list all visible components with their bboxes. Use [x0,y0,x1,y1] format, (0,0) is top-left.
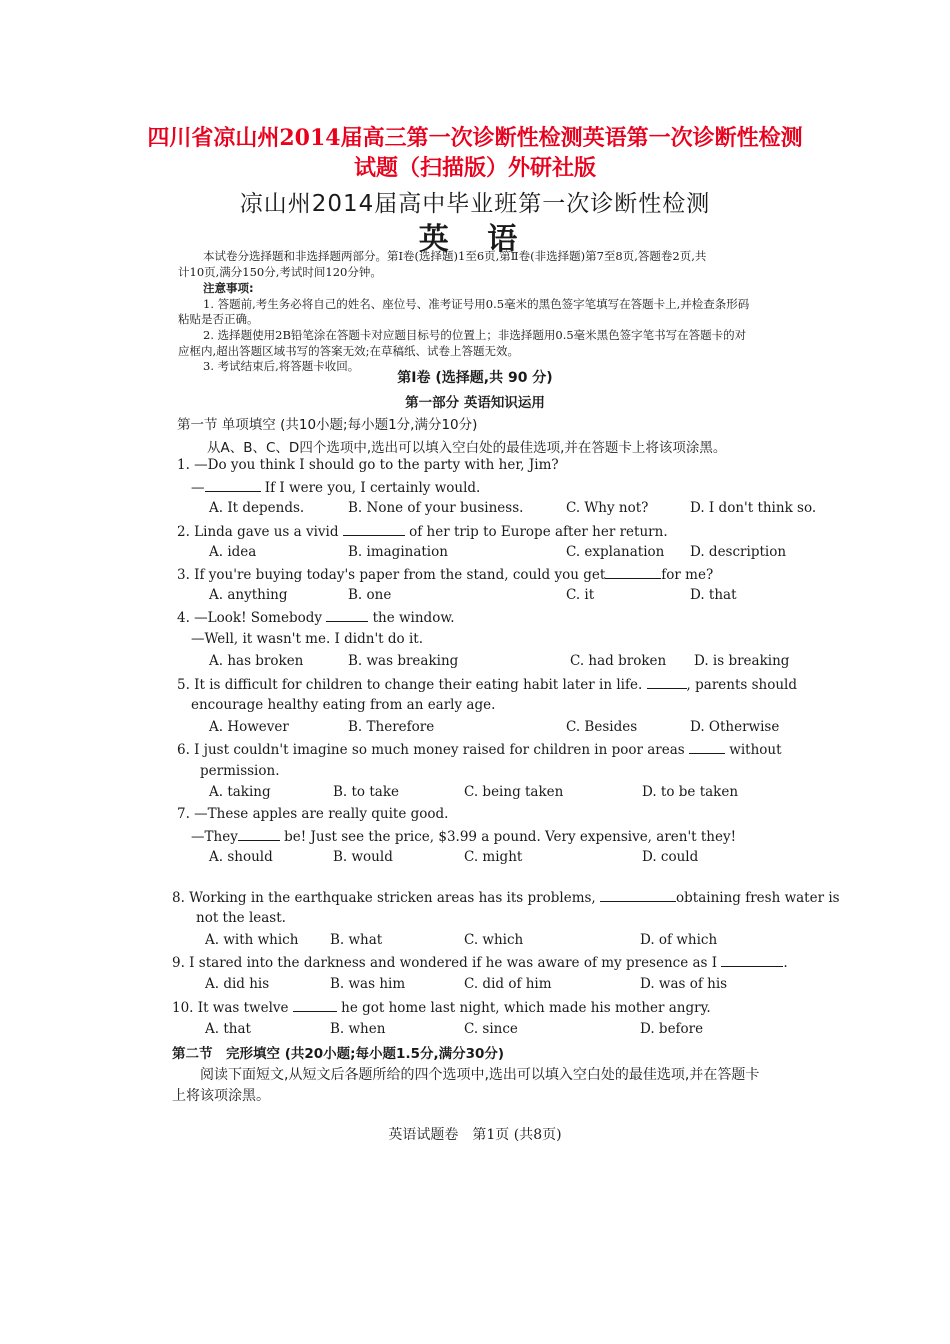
document-title-line-2: 试题（扫描版）外研社版 [353,155,596,181]
section-2-instruction-line-2: 上将该项涂黑。 [172,1088,270,1104]
answer-blank [205,479,261,492]
option-b: B. one [348,587,392,603]
option-d: D. to be taken [642,784,739,800]
option-a: A. that [205,1021,251,1037]
question-1-reply: — If I were you, I certainly would. [191,480,481,496]
document-title-line-1: 四川省凉山州2014届高三第一次诊断性检测英语第一次诊断性检测 [147,125,803,151]
answer-blank [721,954,783,967]
option-a: A. with which [205,932,299,948]
option-d: D. I don't think so. [690,500,817,516]
option-d: D. of which [640,932,718,948]
option-b: B. was breaking [348,653,459,669]
volume-1-heading: 第Ⅰ卷 (选择题,共 90 分) [397,370,553,386]
answer-blank [605,566,661,579]
option-a: A. It depends. [209,500,305,516]
notice-3: 3. 考试结束后,将答题卡收回。 [203,359,360,373]
subject-title: 英 语 [418,222,532,257]
question-7-stem: 7. —These apples are really quite good. [177,806,449,822]
page-footer: 英语试题卷 第1页 (共8页) [388,1127,562,1143]
option-d: D. could [642,849,699,865]
option-b: B. to take [333,784,399,800]
question-1-stem: 1. —Do you think I should go to the party with her, Jim? [177,457,559,473]
part-1-heading: 第一部分 英语知识运用 [405,395,545,411]
notice-2-line-1: 2. 选择题使用2B铅笔涂在答题卡对应题目标号的位置上；非选择题用0.5毫米黑色签字笔书写在答题卡的对 [203,328,747,342]
option-b: B. what [330,932,383,948]
notice-1-line-1: 1. 答题前,考生务必将自己的姓名、座位号、准考证号用0.5毫米的黑色签字笔填写在答题卡上,并检查条形码 [203,297,750,311]
answer-blank [689,741,725,754]
notice-1-line-2: 粘贴是否正确。 [178,312,259,326]
option-c: C. which [464,932,524,948]
option-b: B. None of your business. [348,500,524,516]
question-6-stem-cont: permission. [200,763,280,779]
intro-line-2: 计10页,满分150分,考试时间120分钟。 [178,265,382,279]
section-1-title: 第一节 单项填空 (共10小题;每小题1分,满分10分) [177,417,478,433]
option-c: C. had broken [570,653,667,669]
option-a: A. idea [209,544,257,560]
section-1-instruction: 从A、B、C、D四个选项中,选出可以填入空白处的最佳选项,并在答题卡上将该项涂黑。 [207,440,727,456]
option-c: C. Why not? [566,500,649,516]
answer-blank [238,828,280,841]
question-5-stem-cont: encourage healthy eating from an early age. [191,697,496,713]
answer-blank [326,609,368,622]
option-a: A. has broken [209,653,304,669]
option-d: D. description [690,544,787,560]
option-c: C. it [566,587,595,603]
option-b: B. imagination [348,544,448,560]
intro-line-1: 本试卷分选择题和非选择题两部分。第Ⅰ卷(选择题)1至6页,第Ⅱ卷(非选择题)第7至8页,答题卷2页,共 [203,249,707,263]
option-c: C. since [464,1021,518,1037]
notice-2-line-2: 应框内,超出答题区域书写的答案无效;在草稿纸、试卷上答题无效。 [178,344,520,358]
section-2-title: 第二节 完形填空 (共20小题;每小题1.5分,满分30分) [172,1046,505,1062]
option-b: B. Therefore [348,719,435,735]
option-c: C. Besides [566,719,638,735]
option-d: D. Otherwise [690,719,780,735]
option-d: D. before [640,1021,704,1037]
answer-blank [647,676,687,689]
question-10-stem: 10. It was twelve he got home last night, which made his mother angry. [172,1000,711,1016]
option-c: C. might [464,849,523,865]
question-2-stem: 2. Linda gave us a vivid of her trip to Europe after her return. [177,524,668,540]
option-b: B. was him [330,976,406,992]
question-4-reply: —Well, it wasn't me. I didn't do it. [191,631,423,647]
question-3-stem: 3. If you're buying today's paper from the stand, could you get for me? [177,567,714,583]
option-d: D. is breaking [694,653,790,669]
option-a: A. should [209,849,273,865]
option-c: C. explanation [566,544,665,560]
option-a: A. taking [209,784,271,800]
question-7-reply: —They be! Just see the price, $3.99 a pound. Very expensive, aren't they! [191,829,737,845]
option-a: A. anything [209,587,288,603]
option-b: B. when [330,1021,386,1037]
question-8-stem: 8. Working in the earthquake stricken areas has its problems, obtaining fresh water is [172,890,840,906]
option-b: B. would [333,849,393,865]
section-2-instruction-line-1: 阅读下面短文,从短文后各题所给的四个选项中,选出可以填入空白处的最佳选项,并在答题卡 [200,1067,760,1083]
question-8-stem-cont: not the least. [196,910,286,926]
option-d: D. was of his [640,976,728,992]
question-4-stem: 4. —Look! Somebody the window. [177,610,455,626]
answer-blank [343,523,405,536]
question-9-stem: 9. I stared into the darkness and wondered if he was aware of my presence as I . [172,955,788,971]
answer-blank [600,889,676,902]
answer-blank [293,999,337,1012]
option-c: C. did of him [464,976,552,992]
question-5-stem: 5. It is difficult for children to change their eating habit later in life. , parents should [177,677,798,693]
exam-title: 凉山州2014届高中毕业班第一次诊断性检测 [239,191,711,217]
option-a: A. did his [205,976,270,992]
option-d: D. that [690,587,737,603]
option-c: C. being taken [464,784,564,800]
notice-title: 注意事项: [203,281,254,295]
question-6-stem: 6. I just couldn't imagine so much money raised for children in poor areas without [177,742,782,758]
option-a: A. However [209,719,289,735]
